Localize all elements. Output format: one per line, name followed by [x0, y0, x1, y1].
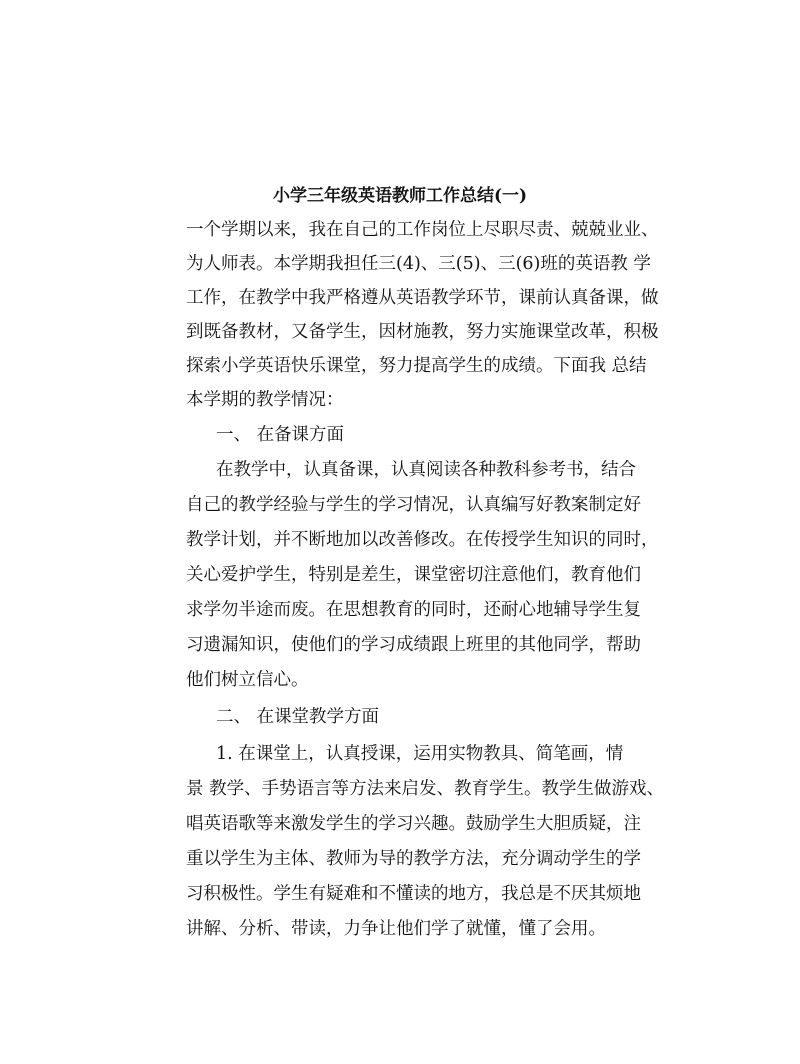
paragraph-line: 景 教学、手势语言等方法来启发、教育学生。教学生做游戏、	[186, 779, 665, 799]
paragraph-line: 习积极性。学生有疑难和不懂读的地方，我总是不厌其烦地	[186, 884, 641, 904]
paragraph-line: 关心爱护学生，特别是差生，课堂密切注意他们，教育他们	[186, 565, 641, 585]
paragraph-line: 探索小学英语快乐课堂，努力提高学生的成绩。下面我 总结	[186, 356, 647, 376]
paragraph-line: 1. 在课堂上，认真授课，运用实物教具、简笔画，情	[216, 744, 624, 764]
paragraph-line: 一个学期以来，我在自己的工作岗位上尽职尽责、兢兢业业、	[186, 220, 659, 240]
paragraph-line: 教学计划，并不断地加以改善修改。在传授学生知识的同时，	[186, 530, 659, 550]
section-heading-2: 二、 在课堂教学方面	[216, 707, 380, 727]
paragraph-line: 为人师表。本学期我担任三(4)、三(5)、三(6)班的英语教 学	[186, 254, 651, 274]
paragraph-line: 本学期的教学情况：	[186, 390, 344, 410]
paragraph-line: 习遗漏知识，使他们的学习成绩跟上班里的其他同学，帮助	[186, 635, 641, 655]
paragraph-line: 求学勿半途而废。在思想教育的同时，还耐心地辅导学生复	[186, 600, 641, 620]
paragraph-line: 讲解、分析、带读，力争让他们学了就懂，懂了会用。	[186, 919, 606, 939]
paragraph-line: 工作，在教学中我严格遵从英语教学环节，课前认真备课，做	[186, 288, 659, 308]
section-heading-1: 一、 在备课方面	[216, 425, 345, 445]
paragraph-line: 自己的教学经验与学生的学习情况，认真编写好教案制定好	[186, 495, 641, 515]
paragraph-line: 在教学中，认真备课，认真阅读各种教科参考书，结合	[216, 460, 636, 480]
paragraph-line: 重以学生为主体、教师为导的教学方法，充分调动学生的学	[186, 849, 641, 869]
paragraph-line: 唱英语歌等来激发学生的学习兴趣。鼓励学生大胆质疑，注	[186, 814, 641, 834]
document-title: 小学三年级英语教师工作总结(一)	[272, 186, 528, 206]
paragraph-line: 他们树立信心。	[186, 670, 309, 690]
paragraph-line: 到既备教材，又备学生，因材施教，努力实施课堂改革，积极	[186, 322, 659, 342]
